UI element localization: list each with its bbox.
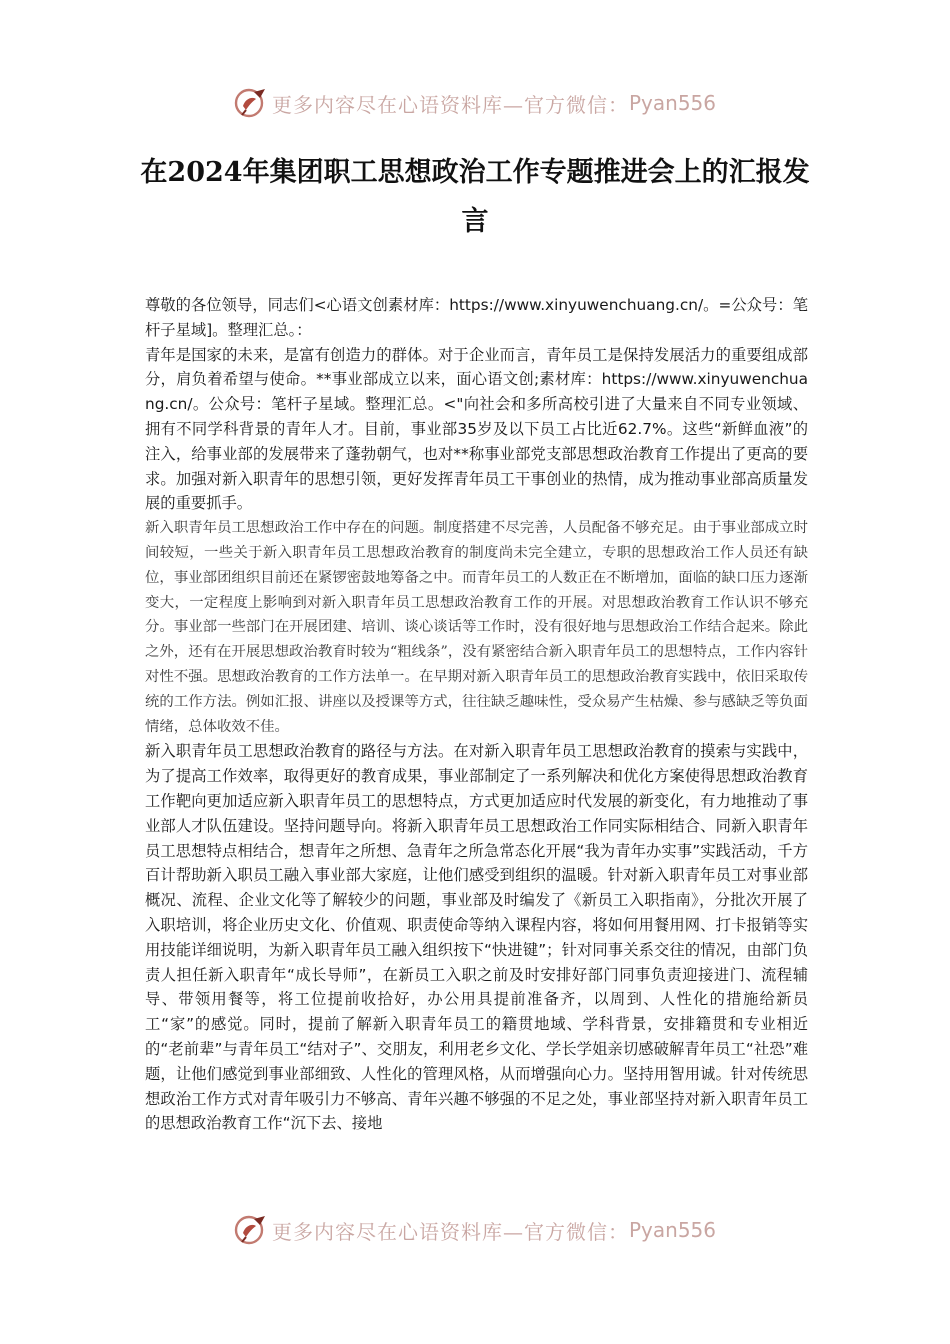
watermark-text: 更多内容尽在心语资料库—官方微信： bbox=[271, 92, 629, 117]
watermark-id: Pyan556 bbox=[628, 91, 716, 115]
watermark-banner-bottom bbox=[0, 1210, 950, 1250]
document-body bbox=[145, 293, 808, 1136]
watermark-text: 更多内容尽在心语资料库—官方微信： bbox=[271, 1219, 629, 1244]
watermark-id: Pyan556 bbox=[628, 1218, 716, 1242]
paragraph-problems: 新入职青年员工思想政治工作中存在的问题。制度搭建不尽完善，人员配备不够充足。由于事业部成立时间较短，一些关于新入职青年员工思想政治教育的制度尚未完全建立，专职的思想政治工作人员还有缺位，事业部团组织目前还在紧锣密鼓地筹备之中。而青年员工的人数正在不断增加，面临的缺口压力逐渐变大，一定程度上影响到对新入职青年员工思想政治教育工作的开展。对思想政治教育工作认识不够充分。事业部一些部门在开展团建、培训、谈心谈话等工作时，没有很好地与思想政治工作结合起来。除此之外，还有在开展思想政治教育时较为“粗线条”，没有紧密结合新入职青年员工的思想特点，工作内容针对性不强。思想政治教育的工作方法单一。在早期对新入职青年员工的思想政治教育实践中，依旧采取传统的工作方法。例如汇报、讲座以及授课等方式，往往缺乏趣味性，受众易产生枯燥、参与感缺乏等负面情绪，总体收效不佳。 bbox=[145, 520, 808, 735]
paragraph-greeting: 尊敬的各位领导，同志们<心语文创素材库：https://www.xinyuwenchuang.cn/。=公众号：笔杆子星域]。整理汇总。： bbox=[145, 296, 808, 339]
document-title: 在2024年集团职工思想政治工作专题推进会上的汇报发言 bbox=[140, 157, 810, 237]
paragraph-methods: 新入职青年员工思想政治教育的路径与方法。在对新入职青年员工思想政治教育的摸索与实践中，为了提高工作效率，取得更好的教育成果，事业部制定了一系列解决和优化方案使得思想政治教育工作靶向更加适应新入职青年员工的思想特点，方式更加适应时代发展的新变化，有力地推动了事业部人才队伍建设。坚持问题导向。将新入职青年员工思想政治工作同实际相结合、同新入职青年员工思想特点相结合，想青年之所想、急青年之所急常态化开展“我为青年办实事”实践活动，千方百计帮助新入职员工融入事业部大家庭，让他们感受到组织的温暖。针对新入职青年员工对事业部概况、流程、企业文化等了解较少的问题，事业部及时编发了《新员工入职指南》，分批次开展了入职培训，将企业历史文化、价值观、职责使命等纳入课程内容，将如何用餐用网、打卡报销等实用技能详细说明，为新入职青年员工融入组织按下“快进键”；针对同事关系交往的情况，由部门负责人担任新入职青年“成长导师”，在新员工入职之前及时安排好部门同事负责迎接进门、流程辅导、带领用餐等，将工位提前收拾好，办公用具提前准备齐，以周到、人性化的措施给新员工“家”的感觉。同时，提前了解新入职青年员工的籍贯地域、学科背景，安排籍贯和专业相近的“老前辈”与青年员工“结对子”、交朋友，利用老乡文化、学长学姐亲切感破解青年员工“社恐”难题，让他们感觉到事业部细致、人性化的管理风格，从而增强向心力。坚持用智用诚。针对传统思想政治工作方式对青年吸引力不够高、青年兴趣不够强的不足之处，事业部坚持对新入职青年员工的思想政治教育工作“沉下去、接地 bbox=[145, 742, 808, 1133]
paragraph-intro: 青年是国家的未来，是富有创造力的群体。对于企业而言，青年员工是保持发展活力的重要组成部分，肩负着希望与使命。**事业部成立以来，面心语文创;素材库：https://www.xinyuwenchuang.cn/。公众号：笔杆子星域。整理汇总。<"向社会和多所高校引进了大量来自不同专业领域、拥有不同学科背景的青年人才。目前，事业部35岁及以下员工占比近62.7%。这些“新鲜血液”的注入，给事业部的发展带来了蓬勃朝气，也对**称事业部党支部思想政治教育工作提出了更高的要求。加强对新入职青年的思想引领，更好发挥青年员工干事创业的热情，成为推动事业部高质量发展的重要抓手。 bbox=[145, 345, 808, 513]
pen-heart-logo-icon bbox=[234, 1213, 268, 1247]
watermark-banner-top bbox=[0, 83, 950, 123]
pen-heart-logo-icon bbox=[234, 86, 268, 120]
